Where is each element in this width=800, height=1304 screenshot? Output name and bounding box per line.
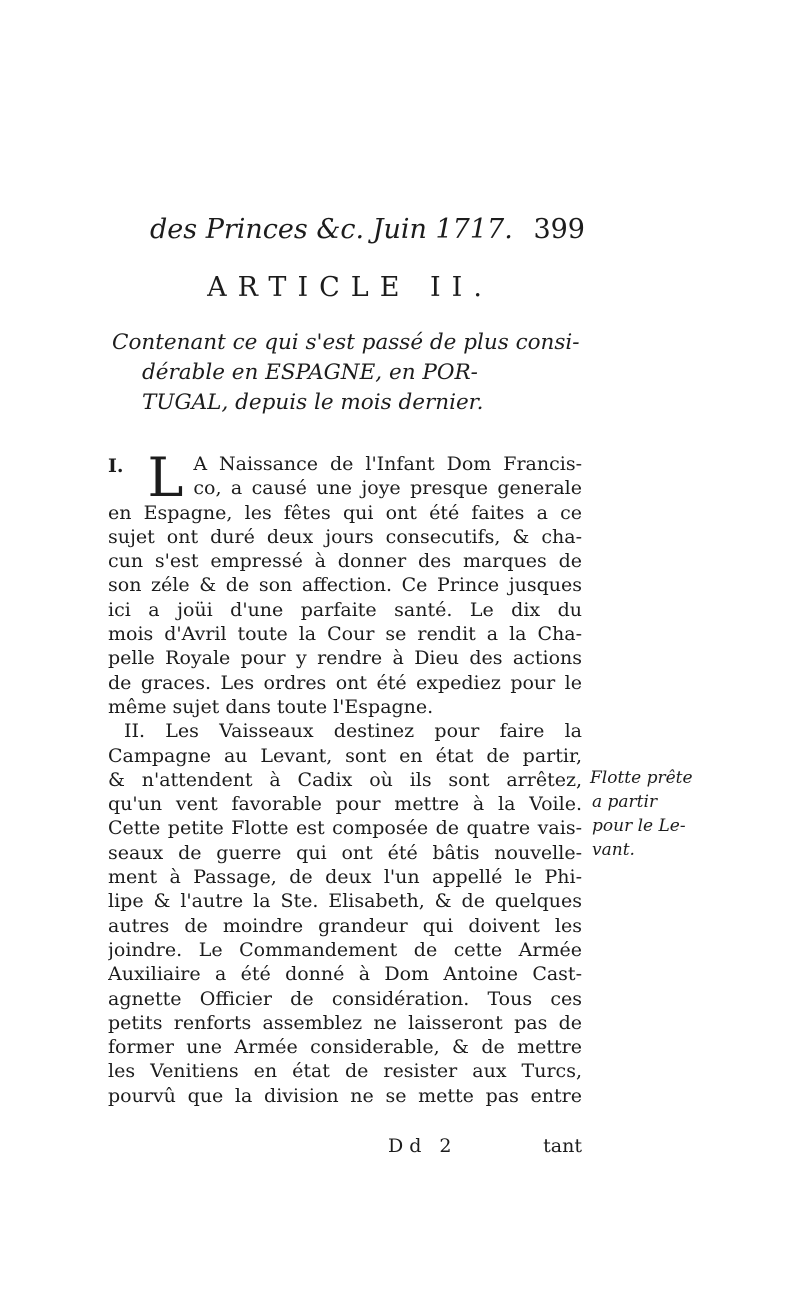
- text-line: agnette Officier de considération. Tous ces: [108, 987, 582, 1010]
- text-line: cun s'est empressé à donner des marques de: [108, 550, 582, 573]
- subtitle-line: dérable en ESPAGNE, en POR-: [142, 360, 478, 385]
- text-line: A Naissance de l'Infant Dom Francis-: [193, 453, 582, 475]
- text-line: lipe & l'autre la Ste. Elisabeth, & de quelques: [108, 890, 582, 913]
- article-subtitle: [112, 328, 587, 418]
- catchword: tant: [543, 1135, 582, 1157]
- paragraph-2: [108, 719, 582, 1108]
- text-line: ment à Passage, de deux l'un appellé le Phi-: [108, 866, 582, 889]
- subtitle-line: TUGAL, depuis le mois dernier.: [142, 390, 484, 415]
- page-number: 399: [533, 214, 585, 245]
- margin-note-line: a partir: [592, 792, 658, 812]
- text-line: en Espagne, les fêtes qui ont été faites a ce: [108, 501, 582, 524]
- signature-mark: Dd 2: [388, 1135, 458, 1157]
- text-line: mois d'Avril toute la Cour se rendit a la Cha-: [108, 623, 582, 646]
- text-line: petits renforts assemblez ne laisseront pas de: [108, 1011, 582, 1034]
- margin-note-line: Flotte prête: [590, 768, 693, 788]
- drop-cap: L: [147, 446, 184, 509]
- text-line: de graces. Les ordres ont été expediez pour le: [108, 671, 582, 694]
- text-line: & n'attendent à Cadix où ils sont arrêtez,: [108, 768, 582, 791]
- page-footer: [108, 1135, 582, 1163]
- paragraph-number: I.: [108, 455, 124, 477]
- text-line: pelle Royale pour y rendre à Dieu des actions: [108, 647, 582, 670]
- body-text: [108, 446, 582, 1108]
- subtitle-line: Contenant ce qui s'est passé de plus consi-: [112, 330, 580, 355]
- text-line: sujet ont duré deux jours consecutifs, & cha-: [108, 525, 582, 548]
- text-line: co, a causé une joye presque generale: [193, 477, 582, 500]
- text-line: pourvû que la division ne se mette pas entre: [108, 1084, 582, 1107]
- text-line: son zéle & de son affection. Ce Prince jusques: [108, 574, 582, 597]
- margin-note-line: pour le Le-: [592, 816, 686, 836]
- margin-note-line: vant.: [592, 840, 635, 860]
- text-line: Cette petite Flotte est composée de quatre vais-: [108, 817, 582, 840]
- margin-note: [590, 766, 710, 862]
- text-line: II. Les Vaisseaux destinez pour faire la: [124, 720, 582, 743]
- text-line: seaux de guerre qui ont été bâtis nouvelle-: [108, 841, 582, 864]
- text-line: autres de moindre grandeur qui doivent les: [108, 914, 582, 937]
- article-heading: ARTICLE II.: [207, 272, 493, 303]
- text-line: même sujet dans toute l'Espagne.: [108, 695, 434, 718]
- text-line: joindre. Le Commandement de cette Armée: [108, 938, 582, 961]
- running-head-title: des Princes &c. Juin 1717.: [150, 214, 513, 245]
- text-line: qu'un vent favorable pour mettre à la Voile.: [108, 793, 582, 816]
- text-line: les Venitiens en état de resister aux Turcs,: [108, 1060, 582, 1083]
- text-line: ici a joüi d'une parfaite santé. Le dix du: [108, 598, 582, 621]
- text-line: former une Armée considerable, & de mettre: [108, 1036, 582, 1059]
- text-line: Campagne au Levant, sont en état de partir,: [108, 744, 582, 767]
- paragraph-1: [108, 446, 582, 719]
- text-line: Auxiliaire a été donné à Dom Antoine Cast-: [108, 963, 582, 986]
- running-head: [140, 210, 585, 250]
